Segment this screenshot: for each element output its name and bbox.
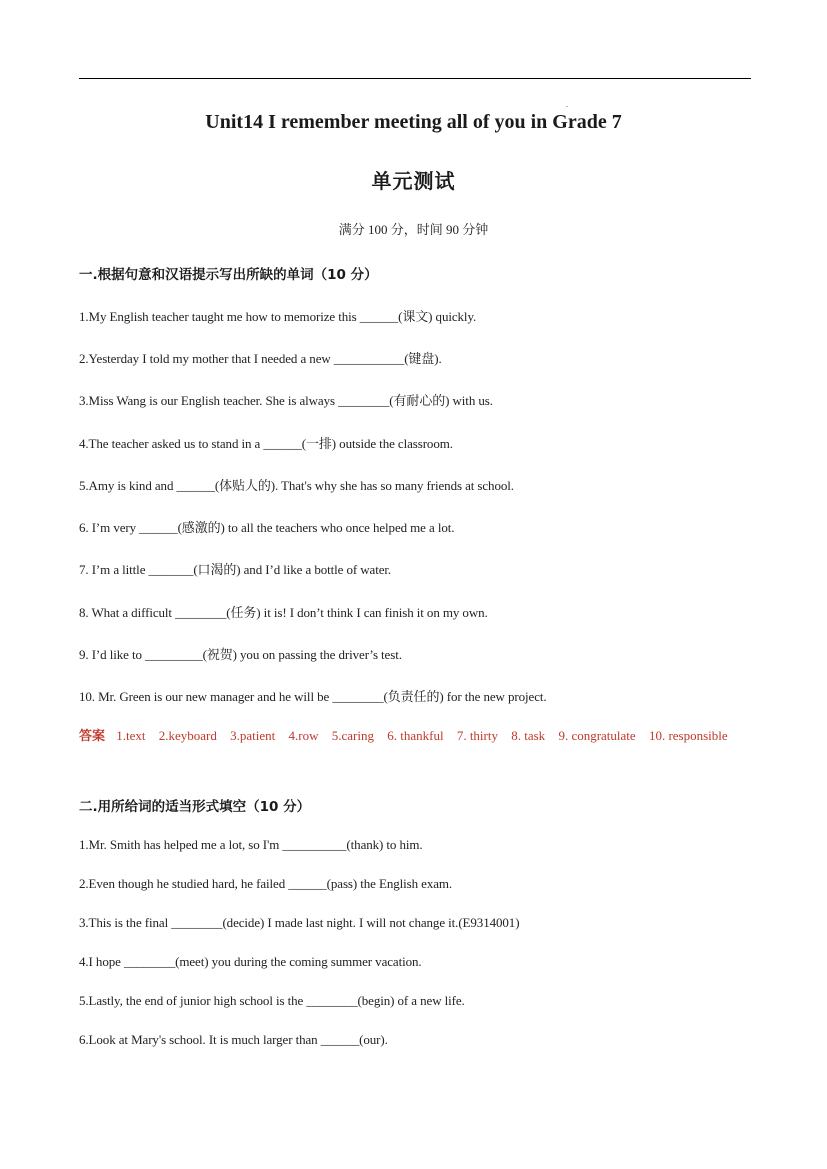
section-1-question: 10. Mr. Green is our new manager and he will be ________(负责任的) for the new project. bbox=[79, 689, 547, 704]
answer-item: 7. thirty bbox=[456, 728, 498, 743]
section-2-question: 5.Lastly, the end of junior high school is the ________(begin) of a new life. bbox=[79, 993, 465, 1008]
header-rule bbox=[79, 78, 751, 79]
answer-item: 1.text bbox=[116, 728, 146, 743]
section-2-question: 3.This is the final ________(decide) I made last night. I will not change it.(E9314001) bbox=[79, 915, 520, 930]
section-2-heading: 二.用所给词的适当形式填空（10 分） bbox=[79, 799, 311, 815]
section-2-question: 2.Even though he studied hard, he failed ______(pass) the English exam. bbox=[79, 876, 453, 891]
section-1-question: 6. I’m very ______(感激的) to all the teachers who once helped me a lot. bbox=[79, 520, 455, 535]
page-subtitle: 单元测试 bbox=[371, 171, 456, 193]
answer-item: 4.row bbox=[288, 728, 319, 743]
section-1-question: 7. I’m a little _______(口渴的) and I’d like a bottle of water. bbox=[79, 562, 392, 577]
section-1-question: 5.Amy is kind and ______(体贴人的). That's why she has so many friends at school. bbox=[79, 478, 514, 493]
answer-item: 6. thankful bbox=[387, 728, 444, 743]
section-2-question: 1.Mr. Smith has helped me a lot, so I'm __________(thank) to him. bbox=[79, 837, 423, 852]
section-1-question: 4.The teacher asked us to stand in a ______(一排) outside the classroom. bbox=[79, 436, 453, 451]
section-1-heading: 一.根据句意和汉语提示写出所缺的单词（10 分） bbox=[79, 267, 378, 283]
answer-item: 10. responsible bbox=[648, 728, 728, 743]
answer-key bbox=[79, 722, 749, 750]
section-2-question: 4.I hope ________(meet) you during the coming summer vacation. bbox=[79, 954, 422, 969]
score-time-line: 满分 100 分，时间 90 分钟 bbox=[338, 222, 489, 237]
answer-item: 2.keyboard bbox=[158, 728, 217, 743]
section-2-question: 6.Look at Mary's school. It is much larger than ______(our). bbox=[79, 1032, 388, 1047]
section-1-question: 3.Miss Wang is our English teacher. She is always ________(有耐心的) with us. bbox=[79, 393, 493, 408]
answer-label: 答案 bbox=[79, 729, 106, 744]
answer-item: 3.patient bbox=[230, 728, 276, 743]
section-1-question: 9. I’d like to _________(祝贺) you on passing the driver’s test. bbox=[79, 647, 402, 662]
answer-item: 8. task bbox=[511, 728, 546, 743]
answer-item: 9. congratulate bbox=[558, 728, 636, 743]
answer-item: 5.caring bbox=[331, 728, 374, 743]
section-1-question: 1.My English teacher taught me how to memorize this ______(课文) quickly. bbox=[79, 309, 477, 324]
section-1-question: 2.Yesterday I told my mother that I needed a new ___________(键盘). bbox=[79, 351, 442, 366]
header-mark: . bbox=[566, 100, 568, 109]
page-title: Unit14 I remember meeting all of you in Grade 7 bbox=[205, 111, 622, 133]
section-1-question: 8. What a difficult ________(任务) it is! I don’t think I can finish it on my own. bbox=[79, 605, 488, 620]
